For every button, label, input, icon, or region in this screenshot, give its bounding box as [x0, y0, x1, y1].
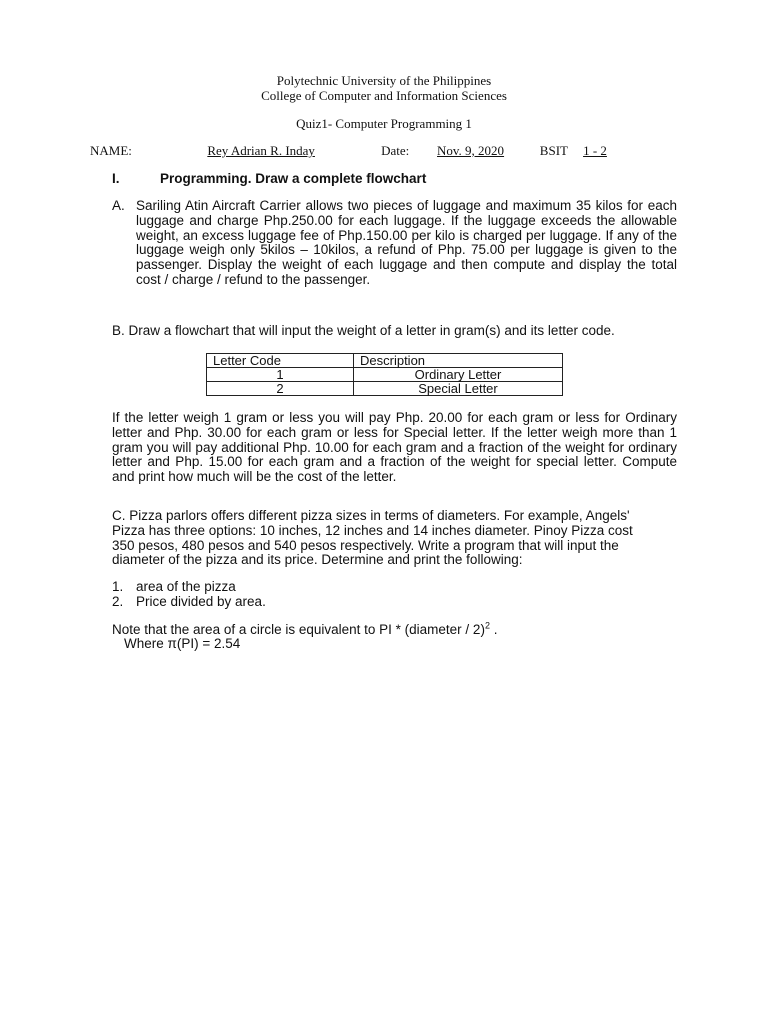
list-item: area of the pizza — [136, 579, 236, 594]
list-item: Price divided by area. — [136, 594, 266, 609]
list-item-number: 2. — [112, 594, 124, 609]
problem-c-text: C. Pizza parlors offers different pizza sizes in terms of diameters. For example, Angels' Pizza has three options: 10 inches, 12 inches and 14 inches diameter. Pinoy Pizza cost 350 pesos, 480 pesos and 540 pesos respectively. Write a program that will input the diameter of the pizza and its price. Determine and print the following: — [112, 508, 633, 568]
table-row — [207, 368, 563, 382]
list-item-number: 1. — [112, 579, 124, 594]
table-cell: 2 — [207, 382, 354, 396]
table-cell: Ordinary Letter — [354, 368, 563, 382]
note-exponent: 2 — [484, 620, 490, 631]
problem-a-label: A. — [112, 198, 125, 213]
table-header-row — [207, 354, 563, 368]
pi-value-note: Where π(PI) = 2.54 — [124, 636, 241, 651]
note-prefix: Note that the area of a circle is equivalent to PI * (diameter / 2) — [112, 622, 485, 637]
table-header-cell: Description — [354, 354, 563, 368]
problem-b-text: B. Draw a flowchart that will input the weight of a letter in gram(s) and its letter code. — [112, 323, 615, 338]
student-info-row — [90, 143, 615, 159]
problem-b-details: If the letter weigh 1 gram or less you will pay Php. 20.00 for each gram or less for Ordinary letter and Php. 30.00 for each gram or less for Special letter. If the letter weigh more than 1 gram you will pay additional Php. 10.00 for each gram and a fraction of the weight for ordinary letter and Php. 15.00 for each gram and a fraction of the weight for special letter. Compute and print how much will be the cost of the letter. — [112, 410, 677, 485]
date-value: Nov. 9, 2020 — [437, 143, 505, 158]
section-title: Programming. Draw a complete flowchart — [160, 171, 427, 186]
area-formula-note — [112, 622, 497, 637]
letter-code-table — [206, 353, 563, 396]
date-label: Date: — [381, 143, 410, 158]
quiz-title: Quiz1- Computer Programming 1 — [296, 116, 472, 131]
section-number: I. — [112, 171, 120, 186]
section-label: BSIT — [539, 143, 568, 158]
section-value: 1 - 2 — [583, 143, 607, 158]
name-label: NAME: — [90, 143, 132, 158]
name-value: Rey Adrian R. Inday — [207, 143, 315, 158]
university-name: Polytechnic University of the Philippines — [276, 73, 492, 88]
table-header-cell: Letter Code — [207, 354, 354, 368]
table-row — [207, 382, 563, 396]
college-name: College of Computer and Information Sciences — [261, 88, 507, 103]
note-suffix: . — [489, 622, 498, 637]
table-cell: Special Letter — [354, 382, 563, 396]
table-cell: 1 — [207, 368, 354, 382]
problem-a-text: Sariling Atin Aircraft Carrier allows two pieces of luggage and maximum 35 kilos for each luggage and charge Php.250.00 for each luggage. If the luggage exceeds the allowable weight, an excess luggage fee of Php.150.00 per kilo is charged per luggage. If any of the luggage weigh only 5kilos – 10kilos, a refund of Php. 75.00 per luggage is given to the passenger. Display the weight of each luggage and then compute and display the total cost / charge / refund to the passenger. — [136, 198, 677, 287]
